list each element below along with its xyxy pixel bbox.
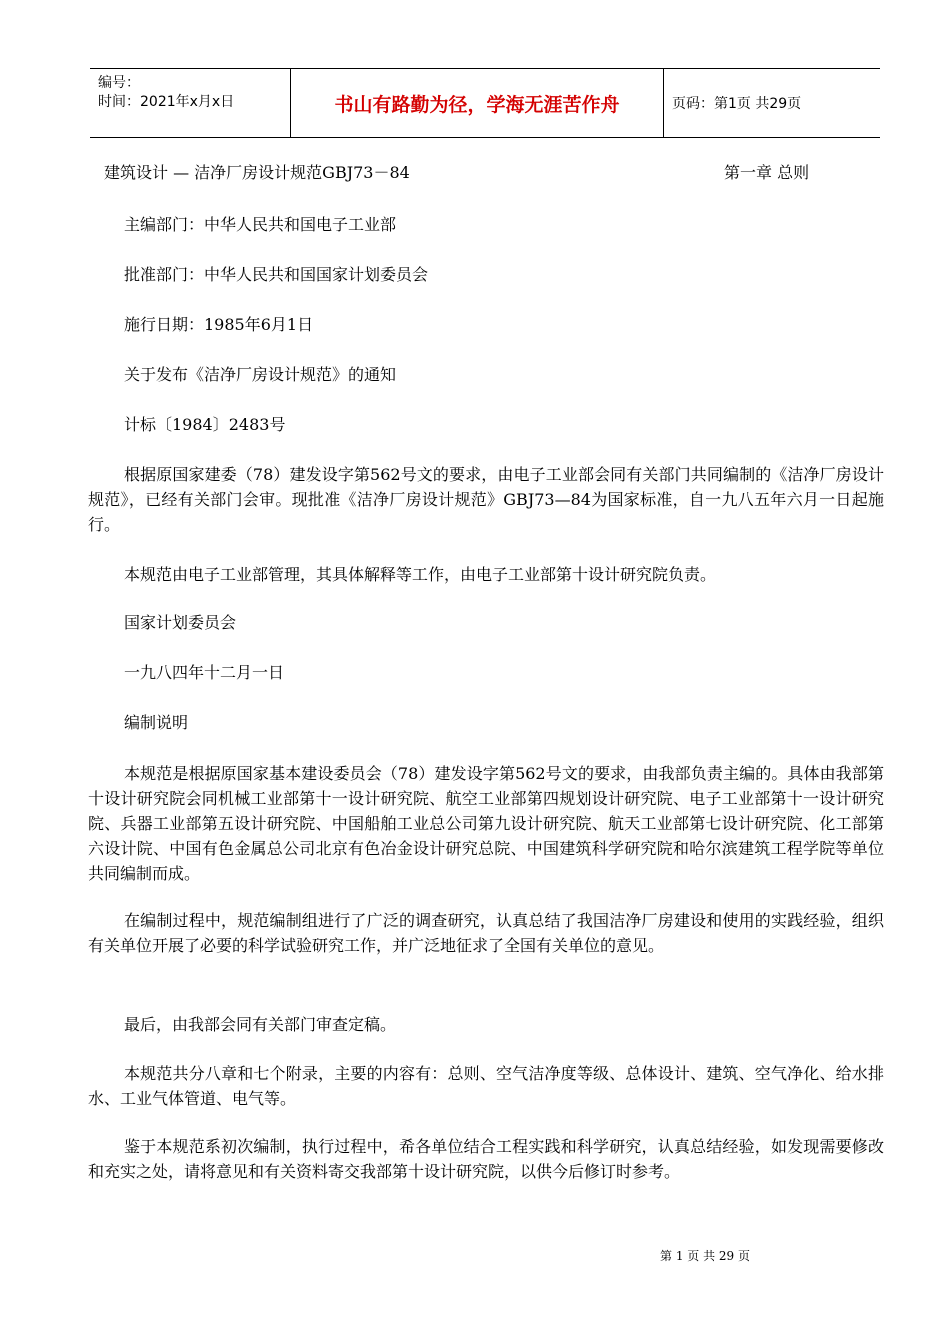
header-motto: 书山有路勤为径，学海无涯苦作舟 (334, 93, 620, 116)
issuer-line: 国家计划委员会 (124, 613, 237, 632)
time-label: 时间：2021年x月x日 (98, 94, 235, 110)
number-label: 编号： (98, 75, 140, 91)
page-footer: 第 1 页 共 29 页 (660, 1249, 750, 1263)
effective-date-line: 施行日期：1985年6月1日 (124, 315, 314, 334)
header-meta-cell (90, 69, 290, 137)
header-divider (663, 69, 664, 137)
section-title: 编制说明 (124, 713, 189, 732)
chapter-title: 第一章 总则 (724, 163, 810, 182)
editor-line: 主编部门：中华人民共和国电子工业部 (124, 215, 397, 234)
document-header (90, 68, 880, 138)
paragraph: 本规范是根据原国家基本建设委员会（78）建发设字第562号文的要求，由我部负责主编的。具体由我部第十设计研究院会同机械工业部第十一设计研究院、航空工业部第四规划设计研究院、电子工业部第十一设计研究院、兵器工业部第五设计研究院、中国船舶工业总公司第九设计研究院、航天工业部第七设计研究院、化工部第六设计院、中国有色金属总公司北京有色冶金设计研究总院、中国建筑科学研究院和哈尔滨建筑工程学院等单位共同编制而成。 (88, 764, 884, 883)
issue-date-line: 一九八四年十二月一日 (124, 663, 285, 682)
paragraph: 本规范共分八章和七个附录，主要的内容有：总则、空气洁净度等级、总体设计、建筑、空气净化、给水排水、工业气体管道、电气等。 (88, 1064, 884, 1108)
paragraph: 鉴于本规范系初次编制，执行过程中，希各单位结合工程实践和科学研究，认真总结经验，如发现需要修改和充实之处，请将意见和有关资料寄交我部第十设计研究院，以供今后修订时参考。 (88, 1137, 884, 1181)
notice-title: 关于发布《洁净厂房设计规范》的通知 (124, 365, 397, 384)
paragraph: 根据原国家建委（78）建发设字第562号文的要求，由电子工业部会同有关部门共同编制的《洁净厂房设计规范》，已经有关部门会审。现批准《洁净厂房设计规范》GBJ73—84为国家标准，自一九八五年六月一日起施行。 (88, 465, 884, 534)
paragraph: 本规范由电子工业部管理，其具体解释等工作，由电子工业部第十设计研究院负责。 (124, 565, 717, 584)
header-page-info: 页码：第1页 共29页 (672, 96, 802, 112)
document-number: 计标〔1984〕2483号 (124, 415, 286, 434)
approver-line: 批准部门：中华人民共和国国家计划委员会 (124, 265, 429, 284)
paragraph: 最后，由我部会同有关部门审查定稿。 (124, 1015, 397, 1034)
document-title: 建筑设计 — 洁净厂房设计规范GBJ73－84 (104, 163, 410, 182)
paragraph: 在编制过程中，规范编制组进行了广泛的调查研究，认真总结了我国洁净厂房建设和使用的实践经验，组织有关单位开展了必要的科学试验研究工作，并广泛地征求了全国有关单位的意见。 (88, 911, 884, 955)
